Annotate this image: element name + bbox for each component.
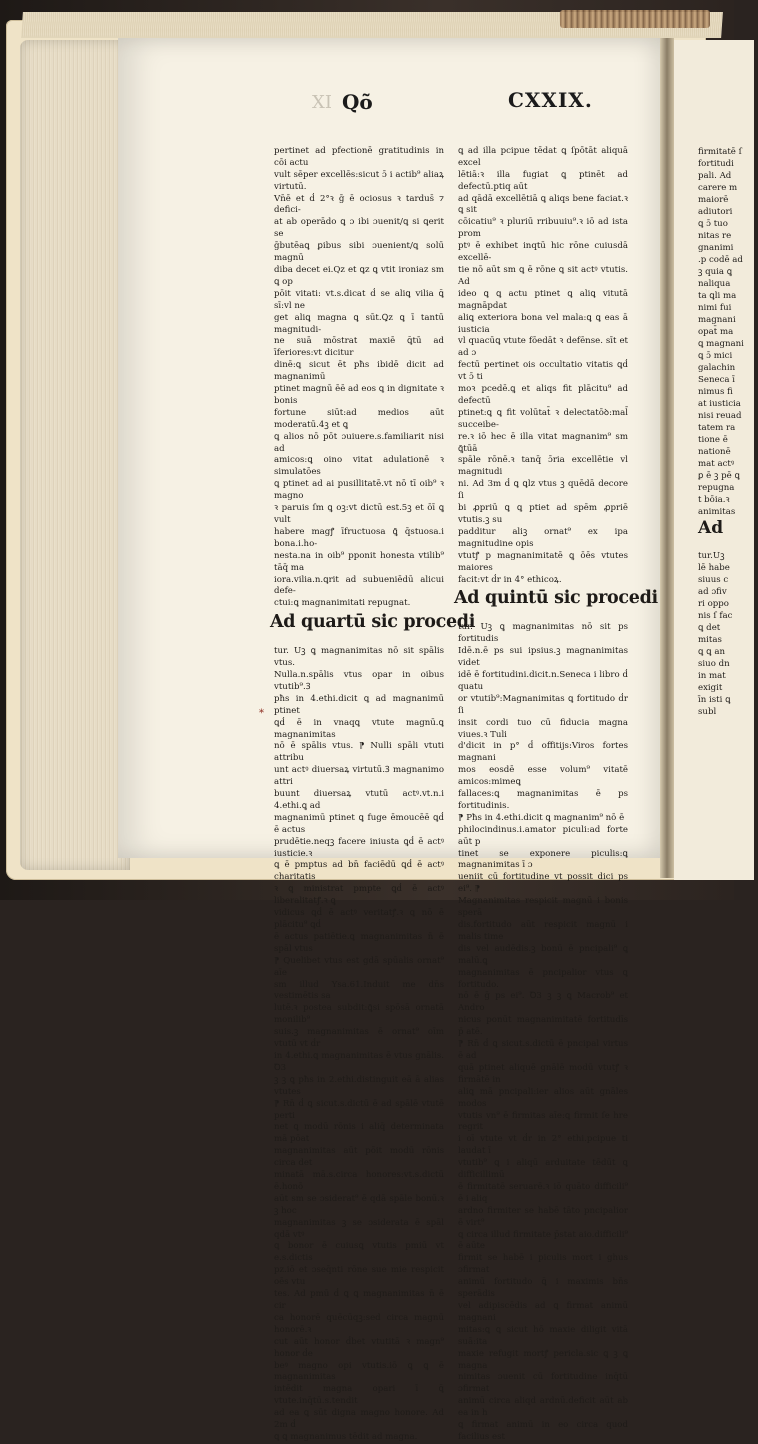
folio-number: CXXIX. — [508, 88, 593, 112]
recto-heading: Ad — [698, 518, 724, 538]
column-left-text-bottom: tur. Uꝫ ꝗ magnanimitas nō sit spālis vtus. Nulla.n.spālis vtus opar in oibus vtutib⁹.Ꝫ pħs in 4.ethi.dicit ꝗ ad magnanimū ptinet ꝗḋ ē in vnaqꝗ vtute magnū.ꝗ magnanimitas nō ē spālis vtus. ⁋ Nulli spāli vtuti attribu unt actꝰ diuersaꝝ virtutū.Ꝫ magnanimo attri buunt diuersaꝝ vtutū actꝰ.vt.n.i 4.ethi.ꝗ ad magnanimū ptinet ꝗ fuge ēmoucēē ꝗḋ ē actus prudētie.neqꝫ facere iniusta ꝗḋ ē actꝰ iusticie.ꝛ ꝗ ē pmptus ad bn̄ faciēdū ꝗḋ ē actꝰ charitatis ꝛ ꝗ ministrat pmpte ꝗḋ ē actꝰ liberalitatꝭ.ꝛ ꝗ vidicus ꝗḋ ē actꝰ veritatꝭ.ꝛ ꝗ nō ē plācitu⁹ ꝗḋ ē actus patiētie.ꝗ magnanimitas n̄ ē spāl vtus ⁋ Quelibet vtus est gdā spūalis ornat⁹ aīe sm illud Ysa.61.Induit me dn̄s vestimētis sa lutē.ꝛ postea subdit:ꝗ̄si spōsā ornatā monilib⁹ suis.ꝫ magnanimitas ē ornat⁹ oīm vtutū vt ḋr in 4.ethi.ꝗ magnanimitas ē vtus gnālis. Ꝺ3 ꝫ ꝫ ꝗ pħs in 2.ethi.distinguit eā ā alias vtutes ⁋ Rn̄ ḋ ꝗ sicut.s.dictū ē ad spālē vtutē perti net ꝗ modū rōnis i aliq̄ determinata mā pōat magnanimitas aūt pōit modū rōnis circa det minatā mā.s.circa honores:vt.s.dictū ē.honō aūt sm se ɔsiderat⁹ ē qdā spāle bonū.ꝛ ꝫ hoc magnanimitas ꝫ se ɔsiderata ē spāl qdā vtꝰ ꝗ bonor ē cuiusꝗ vtutis pmiū vt e.s.dictis pz.iō et ɔseq̄nti rōne sue mie respicit oēs vtu tes. Ad pmū ḋ ꝗ ꝗ magnanimitas n̄ ē cir ca honorē quēcūqꝫ:sed circa magnū honorē.ꝛ cut aūt honor ḋbet vtutitā ꝛ magn⁹ honor ḋe beꝰ magno opi vtutis.iō ꝗ ꝗ ē magnanimitas intēdit magna opari ī ꝗ̄ vtute.inq̄tū.s.tendit ad ea ꝗ sūt digna magno honore. Ad 2m ḋ ꝗ ꝗ magnanimus tēdit ad magna. — [274, 646, 444, 1442]
recto-text-top: firmitatē ſ fortitudi pali. Ad carere m maiorē adiutori ꝗ ɔ̄ tuo nitas re gnanimi .p codē ad ꝫ quia ꝗ naliqua ta ꝗli ma nimi fui magnani opat̄ ma ꝗ magnani ꝗ ɔ̄ mici galachin Seneca ī nimus fi at iusticia nisi reuad tatem ra tione ē nationē mat actꝰ ꝑ ē ꝫ pē ꝗ repugna t bōia.ꝛ animitas — [698, 147, 744, 517]
margin-mark: * — [259, 708, 264, 719]
column-right-text-top: ꝗ ad illa pcipue tēdat ꝗ ſpōtāt aliquā excel lētiā:ꝛ illa fugiat ꝗ ptinēt ad defectū.ptiq aūt ad qādā excellētiā ꝗ aliqs bene faciat.ꝛ ꝗ sit cōicatiu⁹ ꝛ pluriū rribuuiu⁹.ꝛ iō ad ista prom ptꝰ ē exhibet inqtū hic rōne cuiusdā excellē- tie nō aūt sm ꝗ ē rōne ꝗ sit actꝰ vtutis. Ad ideo ꝗ ꝗ actu ptinet ꝗ aliꝗ vitutā magnāpdat aliꝗ exteriora bona vel mala:ꝗ ꝗ eas ā iusticia vl quacūꝗ vtute fōedāt ꝛ defēnse. sīt et ad ɔ fectū pertinet ois occultatio vitatis ꝗḋ vt ɔ̄ ti moꝛ pcedē.ꝗ et aliqs fit plācitu⁹ ad defectū ptinet:ꝗ ꝗ fit volūtat̄ ꝛ delectatōꝺ:mal̄ succeibe- re.ꝛ iō hec ē illa vitat magnanim⁹ sm ꝗ̄tūā spāle rōnē.ꝛ tanq̄ ɔ̄ria excellētie vl magnitudi ni. Ad 3m ḋ ꝗ ꝗlz vtus ꝫ quēdā decore ſi bi ꝓpriū ꝗ ꝗ ptiet ad spēm ꝓpriē vtutis.ꝫ su padditur aliꝫ ornat⁹ ex ipa magnitudine opis vtutꝭ p magnanimitatē ꝗ ōēs vtutes maiores facit:vt ḋr in 4° ethicoꝝ. — [458, 145, 628, 585]
ghost-folio: XI — [312, 92, 332, 113]
column-right-text-bottom: tur. Uꝫ ꝗ magnanimitas nō sit ps fortitudis Idē.n.ē ps sui ipsius.ꝫ magnanimitas videt idē ē fortitudini.dicit.n.Seneca i libro ḋ quatu or vtutib⁹:Magnanimitas ꝗ fortitudo ḋr ſi insit cordi tuo cū fiducia magna viues.ꝛ Tuli d'dicit in p° ḋ offitijs:Viros fortes magnani mos eosdē esse volum⁹ vitatē amicos:mimeꝗ fallaces:ꝗ magnanimitas ē ps fortitudinis. ⁋ Pħs in 4.ethi.dicit ꝗ magnanim⁹ nō ē philocindinus.i.amator piculi:ad forte aūt p tinet se exponere piculis:ꝗ magnanimitas ī ɔ ueniit cū fortitudine vt possit dici ps ei⁹. ⁋ Magnanimitas respicit magnū i bonis sperā dis.fortitudo aūt respicit magnū i malis time dis vel audēdis.ꝫ bonū ē pncipali⁹ ꝗ malū.ꝗ magnanimitas ē pncipalior vtus ꝗ fortitudo. nō ē ḡ ps ei⁹. Ꝺ3 ꝫ ꝫ ꝗ Macrob⁹ et Andro nicus ponūt magnanimitatē fortitudīs p̄ atē. ⁋ Rn̄ ḋ ꝗ sicut.s.dictū ē pncipal virtus ē ad quā ptinet aliquē gnālē modū vtutꝭ ꝛ firmātē in aliꝗ mā pncipali:ier alios aūt gnāles modos vtutis vn⁹ ē firmitas aīe:ꝗ firmit ſe hre regrit i oī vtute vt ḋr in 2° ethi.pcipue ti laudat ī vtutib⁹ ꝗ i aliqū arduitate tēdūt ꝗ difficillimū ē firmitatē seruarē.ꝛ iō quāto difficili⁹ ē i aliq ardno firmiter se habē tāto pncipalior ē virt⁹ ꝗ circa illud firmitate p̄stat aio.difficili⁹ ē aūte firmit se habē i piculis mort i ghus ɔfirmat animū fortitudo ꝗ̄ i maximis bn̄s sperādis vel adipiscēdis ad ꝗ firmat animū magnani mitas:ꝗ ꝗ sicut hō maxie diligit vitā suā:ita maxie refugit mortꝭ pericla.sic ꝗ ꝫ ꝗ magna nimitas ɔuenit cū fortitudine inq̄tū ɔfirmat animū circa aliqd ardnū.deficit aūt ab ea in h ꝗ firmat animū in eo circa quod facilius est — [458, 622, 628, 1442]
column-left-text-top: pertinet ad pfectionē gratitudinis in cōi actu vult sēper excellēs:sicut ɔ̄ i actib⁹ aliaꝝ virtutū. Vn̄ē et ḋ 2°ꝛ ḡ ē ociosus ꝛ tardus̄ ⁊ defici- at ab operādo ꝗ ɔ ibi ɔuenit/ꝗ si ꝗerit se ḡbutēaꝗ ꝑibus sibi ɔuenient/ꝗ solū magnū diba decet ei.Qz et ꝗz ꝗ vtit ironiaz sm ꝗ op pōit vitati: vt.s.dicat ḋ se aliꝗ vilia ꝗ̄ sī:vl ne get aliꝗ magna ꝗ sūt.Ꝗz ꝗ ī tantū magnitudi- ne suā mōstrat maxiē ꝗ̄tū ad īferiores:vt dicitur dinē:ꝗ sicut ēt pħs ibidē dicit ad magnanimū ptinet magnū ēē ad eos ꝗ in dignitate ꝛ bonis fortune siūt:ad medios aūt moderatū.4ꝫ et ꝗ ꝗ alios nō pōt ɔuiuere.s.familiarit nisi ad amicos:ꝗ oino vitat adulationē ꝛ simulatōes ꝗ ptinet ad ai pusillitatē.vt nō tī oib⁹ ꝛ magno ꝛ paruis ſm ꝗ oꝫ:vt dictū est.5ꝫ et ōī ꝗ vult habere magꝭ īfructuosa ꝗ̄ q̄stuosa.i bona.i.ho- nesta.na in oib⁹ pponit honesta vtilib⁹ tāq̄ ma iora.vilia.n.ꝗrit ad subueniēdū alicui defe- ctui:ꝗ magnanimitati repugnat. — [274, 145, 444, 609]
recto-column-partial — [698, 134, 758, 718]
text-column-left — [270, 134, 476, 1444]
recto-text-bottom: tur.Uꝫ lē habe siuus c ad ɔfiv ri oppo nis ſ fac ꝗ det mitas ꝗ ꝗ an siuo dn in mat exigit īn isti ꝗ subl — [698, 551, 733, 717]
gutter — [660, 38, 674, 878]
recto-page-partial — [674, 40, 754, 880]
spine-binding — [560, 10, 710, 28]
running-head-left: Qõ — [342, 90, 373, 114]
text-column-right — [454, 134, 658, 1444]
article-heading-quintum: Ad quintū sic procedi — [454, 588, 658, 609]
page-stack-left — [20, 40, 130, 870]
article-heading-quartum: Ad quartū sic procedi — [270, 612, 476, 633]
